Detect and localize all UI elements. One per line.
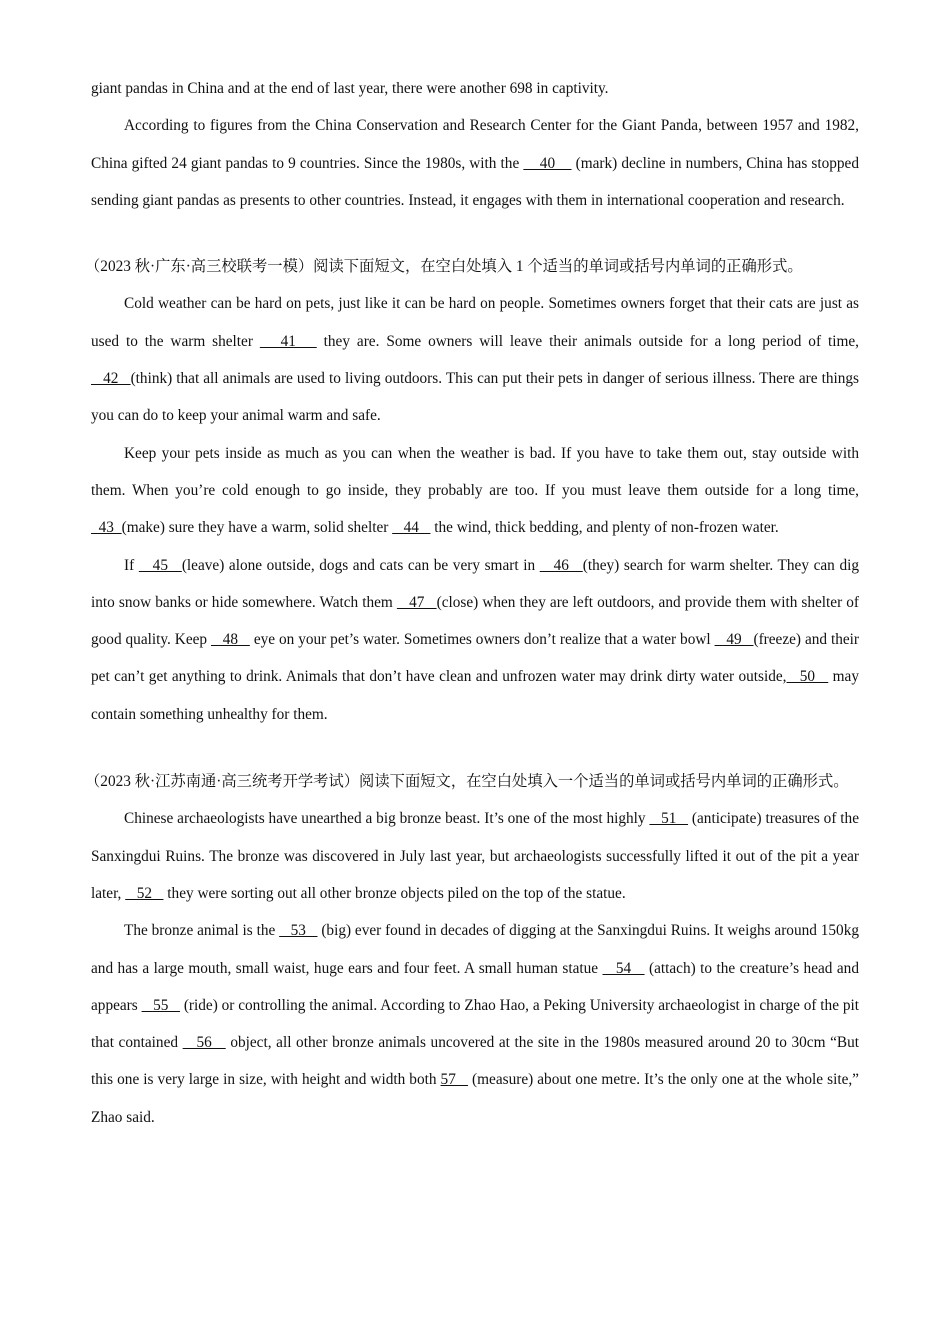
section-header: （2023 秋·江苏南通·高三统考开学考试）阅读下面短文，在空白处填入一个适当的单词或括号内单词的正确形式。 bbox=[85, 773, 849, 791]
answer-blank: 41 bbox=[259, 332, 317, 350]
paragraph-text: (mark) decline in numbers, China has stopped sending giant pandas as presents to other countries. Instead, it engages with them in international cooperation and research. bbox=[91, 154, 859, 209]
answer-blank: 55 bbox=[141, 996, 180, 1014]
passage-paragraph bbox=[91, 435, 859, 547]
paragraph-text: (anticipate) treasures of the Sanxingdui Ruins. The bronze was discovered in July last year, but archaeologists successfully lifted it out of the pit a year later, bbox=[91, 810, 859, 902]
paragraph-text: eye on your pet’s water. Sometimes owners don’t realize that a water bowl bbox=[249, 631, 715, 649]
passage-paragraph bbox=[91, 107, 859, 219]
answer-blank: 40 bbox=[523, 154, 572, 172]
answer-blank: 49 bbox=[714, 631, 754, 649]
paragraph-text: (leave) alone outside, dogs and cats can be very smart in bbox=[181, 556, 540, 574]
paragraph-text: (measure) about one metre. It’s the only one at the whole site,” Zhao said. bbox=[91, 1071, 859, 1126]
section-header: （2023 秋·广东·高三校联考一模）阅读下面短文，在空白处填入 1 个适当的单词或括号内单词的正确形式。 bbox=[85, 258, 803, 276]
passage-paragraph bbox=[91, 912, 859, 1136]
passage-paragraph bbox=[91, 800, 859, 912]
passage-paragraph bbox=[91, 70, 859, 107]
answer-blank: 45 bbox=[138, 556, 182, 574]
answer-blank: 50 bbox=[786, 668, 829, 686]
paragraph-text: Chinese archaeologists have unearthed a big bronze beast. It’s one of the most highly bbox=[124, 810, 650, 828]
answer-blank: 57 bbox=[440, 1071, 468, 1089]
paragraph-text: Cold weather can be hard on pets, just like it can be hard on people. Sometimes owners forget that their cats are just as used to the warm shelter bbox=[91, 295, 859, 350]
answer-blank: 51 bbox=[649, 810, 689, 828]
paragraph-text: (big) ever found in decades of digging at the Sanxingdui Ruins. It weighs around 150kg and has a large mouth, small waist, huge ears and four feet. A small human statue bbox=[91, 922, 859, 977]
paragraph-text: they are. Some owners will leave their animals outside for a long period of time, bbox=[316, 332, 859, 350]
paragraph-text: Keep your pets inside as much as you can when the weather is bad. If you have to take them out, stay outside with them. When you’re cold enough to go inside, they probably are too. If you must leave them outside for a long time, bbox=[91, 444, 859, 499]
paragraph-text: (ride) or controlling the animal. According to Zhao Hao, a Peking University archaeologist in charge of the pit that contained bbox=[91, 996, 859, 1052]
paragraph-text: (freeze) and their pet can’t get anything to drink. Animals that don’t have clean and unfrozen water may drink dirty water outside, bbox=[91, 631, 860, 686]
answer-blank: 53 bbox=[279, 922, 318, 940]
paragraph-text: The bronze animal is the bbox=[124, 922, 280, 940]
paragraph-text: (they) search for warm shelter. They can dig into snow banks or hide somewhere. Watch them bbox=[91, 556, 859, 611]
answer-blank: 52 bbox=[125, 884, 164, 902]
paragraph-text: object, all other bronze animals uncovered at the site in the 1980s measured around 20 to 30cm “But this one is very large in size, with height and width both bbox=[91, 1034, 859, 1089]
passage-bronze bbox=[85, 763, 859, 1136]
paragraph-text: If bbox=[124, 556, 139, 574]
passage-paragraph bbox=[91, 285, 859, 434]
answer-blank: 48 bbox=[210, 631, 250, 649]
answer-blank: 43 bbox=[91, 519, 122, 537]
paragraph-text: the wind, thick bedding, and plenty of non-frozen water. bbox=[430, 519, 779, 537]
answer-blank: 54 bbox=[602, 959, 645, 977]
answer-blank: 46 bbox=[539, 556, 583, 574]
paragraph-text: According to figures from the China Conservation and Research Center for the Giant Panda, between 1957 and 1982, China gifted 24 giant pandas to 9 countries. Since the 1980s, with the bbox=[91, 117, 859, 172]
paragraph-text: (think) that all animals are used to living outdoors. This can put their pets in danger of serious illness. There are things you can do to keep your animal warm and safe. bbox=[91, 370, 859, 425]
document-page bbox=[85, 70, 860, 1136]
answer-blank: 56 bbox=[182, 1034, 226, 1052]
passage-pets bbox=[85, 248, 860, 733]
paragraph-text: they were sorting out all other bronze objects piled on the top of the statue. bbox=[163, 884, 626, 902]
paragraph-text: giant pandas in China and at the end of last year, there were another 698 in captivity. bbox=[91, 80, 609, 97]
passage-paragraph bbox=[91, 547, 859, 733]
answer-blank: 42 bbox=[91, 370, 131, 388]
paragraph-text: (close) when they are left outdoors, and provide them with shelter of good quality. Keep bbox=[91, 593, 860, 649]
paragraph-text: may contain something unhealthy for them. bbox=[91, 668, 859, 723]
passage-pandas bbox=[91, 70, 859, 219]
answer-blank: 47 bbox=[396, 593, 437, 611]
paragraph-text: (make) sure they have a warm, solid shelter bbox=[121, 519, 393, 537]
paragraph-text: (attach) to the creature’s head and appears bbox=[91, 959, 859, 1014]
answer-blank: 44 bbox=[392, 519, 431, 537]
